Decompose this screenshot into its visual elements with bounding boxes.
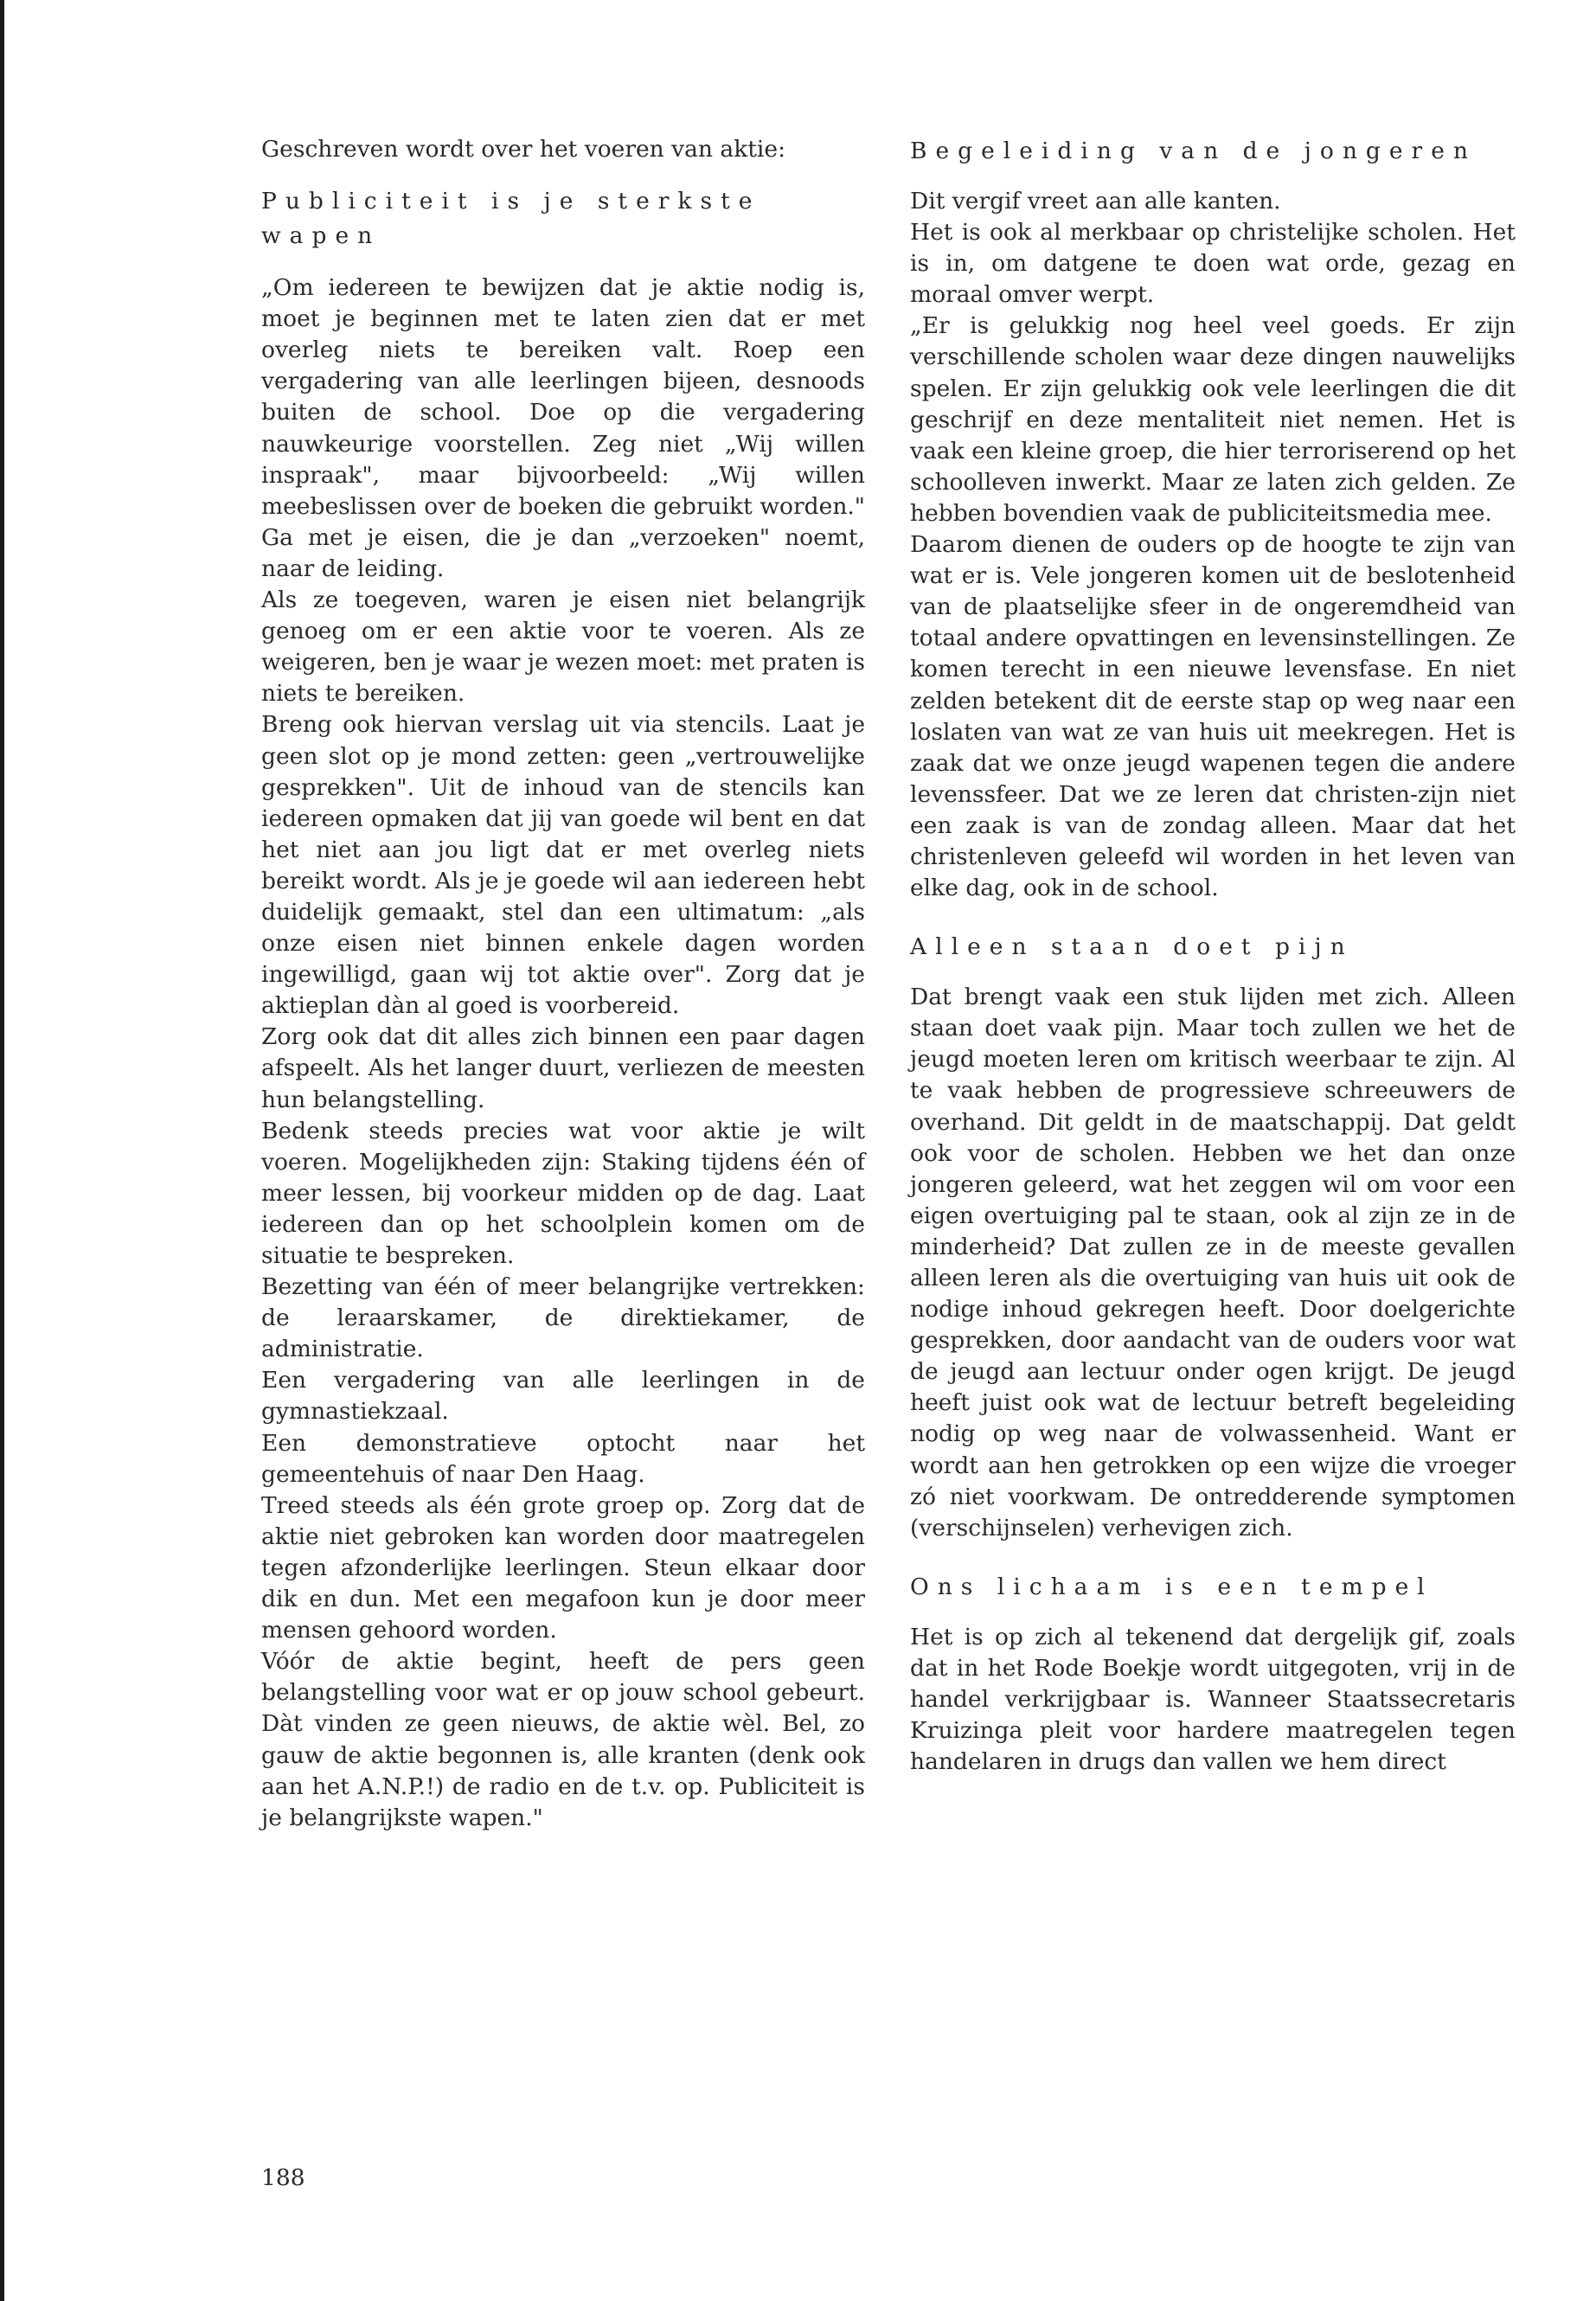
body-paragraph: Een demonstratieve optocht naar het gemeentehuis of naar Den Haag. bbox=[261, 1429, 865, 1488]
scan-edge-rule bbox=[0, 0, 4, 2301]
section-heading-publiciteit: Publiciteit is je sterkste wapen bbox=[261, 188, 761, 250]
body-paragraph: Breng ook hiervan verslag uit via stencils. Laat je geen slot op je mond zetten: geen „vertrouwelijke gesprekken". Uit de inhoud van de stencils kan iedereen opmaken dat jij van goede wil bent en dat het niet aan jou ligt dat er met overleg niets bereikt wordt. Als je je goede wil aan iedereen hebt duidelijk gemaakt, stel dan een ultimatum: „als onze eisen niet binnen enkele dagen worden ingewilligd, gaan wij tot aktie over". Zorg dat je aktieplan dàn al goed is voorbereid. bbox=[261, 711, 865, 1020]
section-heading-begeleiding: Begeleiding van de jongeren bbox=[910, 138, 1477, 164]
body-paragraph: Als ze toegeven, waren je eisen niet belangrijk genoeg om er een aktie voor te voeren. Als ze weigeren, ben je waar je wezen moet: met praten is niets te bereiken. bbox=[261, 586, 865, 708]
page-number: 188 bbox=[261, 2164, 305, 2191]
body-paragraph: Dat brengt vaak een stuk lijden met zich. Alleen staan doet vaak pijn. Maar toch zullen we het de jeugd moeten leren om kritisch weerbaar te zijn. Al te vaak hebben de progressieve schreeuwers de overhand. Dit geldt in de maatschappij. Dat geldt ook voor de scholen. Hebben we het dan onze jongeren geleerd, wat het zeggen wil om voor een eigen overtuiging pal te staan, ook al zijn ze in de minderheid? Dat zullen ze in de meeste gevallen alleen leren als die overtuiging van huis uit ook de nodige inhoud gekregen heeft. Door doelgerichte gesprekken, door aandacht van de ouders voor wat de jeugd aan lectuur onder ogen krijgt. De jeugd heeft juist ook wat de lectuur betreft begeleiding nodig op weg naar de volwassenheid. Want er wordt aan hen getrokken op een wijze die vroeger zó niet voorkwam. De ontredderende symptomen (verschijnselen) verhevigen zich. bbox=[910, 984, 1516, 1541]
body-paragraph: Vóór de aktie begint, heeft de pers geen belangstelling voor wat er op jouw school gebeurt. Dàt vinden ze geen nieuws, de aktie wèl. Bel, zo gauw de aktie begonnen is, alle kranten (denk ook aan het A.N.P.!) de radio en de t.v. op. Publiciteit is je belangrijkste wapen." bbox=[261, 1648, 865, 1831]
intro-paragraph: Geschreven wordt over het voeren van aktie: bbox=[261, 136, 786, 163]
body-paragraph: Treed steeds als één grote groep op. Zorg dat de aktie niet gebroken kan worden door maatregelen tegen afzonderlijke leerlingen. Steun elkaar door dik en dun. Met een megafoon kun je door meer mensen gehoord worden. bbox=[261, 1491, 865, 1644]
body-paragraph: Bezetting van één of meer belangrijke vertrekken: de leraarskamer, de direktiekamer, de administratie. bbox=[261, 1273, 865, 1363]
section-heading-alleen-staan: Alleen staan doet pijn bbox=[910, 933, 1354, 961]
body-paragraph: „Er is gelukkig nog heel veel goeds. Er zijn verschillende scholen waar deze dingen nauwelijks spelen. Er zijn gelukkig ook vele leerlingen die dit geschrijf en deze mentaliteit niet nemen. Het is vaak een kleine groep, die hier terroriserend op het schoolleven inwerkt. Maar ze laten zich gelden. Ze hebben bovendien vaak de publiciteitsmedia mee. bbox=[910, 312, 1516, 527]
body-paragraph: Het is ook al merkbaar op christelijke scholen. Het is in, om datgene te doen wat orde, gezag en moraal omver werpt. bbox=[910, 219, 1516, 309]
right-column bbox=[910, 134, 1516, 1778]
body-paragraph: Bedenk steeds precies wat voor aktie je wilt voeren. Mogelijkheden zijn: Staking tijdens één of meer lessen, bij voorkeur midden op de dag. Laat iedereen dan op het schoolplein komen om de situatie te bespreken. bbox=[261, 1117, 865, 1269]
body-paragraph: Daarom dienen de ouders op de hoogte te zijn van wat er is. Vele jongeren komen uit de beslotenheid van de plaatselijke sfeer in de ongeremdheid van totaal andere opvattingen en levensinstellingen. Ze komen terecht in een nieuwe levensfase. En niet zelden betekent dit de eerste stap op weg naar een loslaten van wat ze van huis uit meekregen. Het is zaak dat we onze jeugd wapenen tegen die andere levenssfeer. Dat we ze leren dat christen-zijn niet een zaak is van de zondag alleen. Maar dat het christenleven geleefd wil worden in het leven van elke dag, ook in de school. bbox=[910, 531, 1516, 902]
body-paragraph: „Om iedereen te bewijzen dat je aktie nodig is, moet je beginnen met te laten zien dat er met overleg niets te bereiken valt. Roep een vergadering van alle leerlingen bijeen, desnoods buiten de school. Doe op die vergadering nauwkeurige voorstellen. Zeg niet „Wij willen inspraak", maar bijvoorbeeld: „Wij willen meebeslissen over de boeken die gebruikt worden." Ga met je eisen, die je dan „verzoeken" noemt, naar de leiding. bbox=[261, 274, 865, 582]
body-paragraph: Een vergadering van alle leerlingen in de gymnastiekzaal. bbox=[261, 1367, 865, 1426]
section-heading-ons-lichaam: Ons lichaam is een tempel bbox=[910, 1573, 1433, 1600]
left-column bbox=[261, 134, 865, 1834]
body-paragraph: Het is op zich al tekenend dat dergelijk gif, zoals dat in het Rode Boekje wordt uitgegoten, vrij in de handel verkrijgbaar is. Wanneer Staatssecretaris Kruizinga pleit voor hardere maatregelen tegen handelaren in drugs dan vallen we hem direct bbox=[910, 1623, 1516, 1776]
body-paragraph: Zorg ook dat dit alles zich binnen een paar dagen afspeelt. Als het langer duurt, verliezen de meesten hun belangstelling. bbox=[261, 1023, 865, 1113]
body-paragraph: Dit vergif vreet aan alle kanten. bbox=[910, 188, 1281, 215]
